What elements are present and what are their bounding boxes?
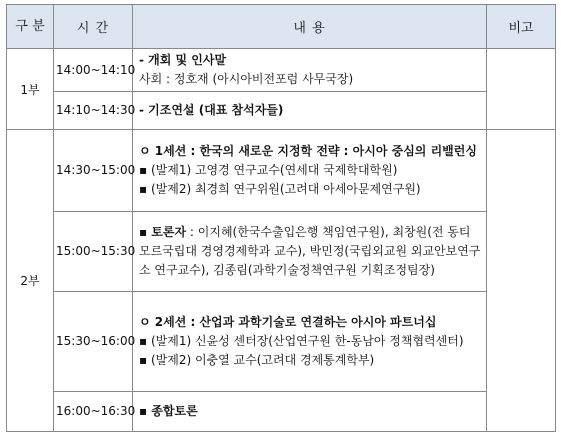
content-line: ▪ (발제1) 고영경 연구교수(연세대 국제학대학원) xyxy=(139,163,398,177)
content-cell xyxy=(133,49,487,92)
table-row xyxy=(7,292,556,392)
content-cell xyxy=(133,92,487,130)
header-content: 내 용 xyxy=(133,5,487,49)
table-header-row xyxy=(7,5,556,49)
content-line: ▪ (발제2) 이충열 교수(고려대 경제통계학부) xyxy=(139,353,375,367)
table-row xyxy=(7,92,556,130)
time-cell: 15:30~16:00 xyxy=(54,292,133,392)
table-row xyxy=(7,130,556,212)
table-row xyxy=(7,49,556,92)
part-1-cell: 1부 xyxy=(7,49,54,130)
content-line: ▪ 토론자 : 이지혜(한국수출입은행 책임연구원), 최창원(전 동티모르국립대 경영경제학과 교수), 박민정(국립외교원 외교안보연구소 연구교수), 김종림(과학기술정책연구원 기획조정팀장) xyxy=(139,225,481,277)
content-line: - 개회 및 인사말 xyxy=(139,53,227,67)
remark-cell xyxy=(487,49,556,130)
panel-lead-label: ▪ 토론자 xyxy=(139,225,187,239)
header-time: 시 간 xyxy=(54,5,133,49)
content-line: ㅇ 2세션 : 산업과 과학기술로 연결하는 아시아 파트너십 xyxy=(139,315,437,329)
header-remark: 비고 xyxy=(487,5,556,49)
time-cell: 15:00~15:30 xyxy=(54,212,133,292)
program-table xyxy=(6,4,556,432)
content-cell xyxy=(133,130,487,212)
content-line: ▪ (발제2) 최경희 연구위원(고려대 아세아문제연구원) xyxy=(139,182,421,196)
remark-cell xyxy=(487,130,556,432)
time-cell: 14:00~14:10 xyxy=(54,49,133,92)
content-cell xyxy=(133,392,487,432)
table-row xyxy=(7,392,556,432)
content-line: 사회 : 정호재 (아시아비전포럼 사무국장) xyxy=(139,72,354,86)
time-cell: 16:00~16:30 xyxy=(54,392,133,432)
time-cell: 14:30~15:00 xyxy=(54,130,133,212)
content-line: ▪ 종합토론 xyxy=(139,404,198,418)
table-row xyxy=(7,212,556,292)
part-2-cell: 2부 xyxy=(7,130,54,432)
content-line: ㅇ 1세션 : 한국의 새로운 지정학 전략 : 아시아 중심의 리밸런싱 xyxy=(139,144,477,158)
time-cell: 14:10~14:30 xyxy=(54,92,133,130)
content-cell xyxy=(133,292,487,392)
header-division: 구 분 xyxy=(7,5,54,49)
content-cell xyxy=(133,212,487,292)
program-table-container xyxy=(6,4,555,425)
content-line: ▪ (발제1) 신윤성 센터장(산업연구원 한-동남아 정책협력센터) xyxy=(139,334,464,348)
content-line: - 기조연설 (대표 참석자들) xyxy=(139,103,284,117)
